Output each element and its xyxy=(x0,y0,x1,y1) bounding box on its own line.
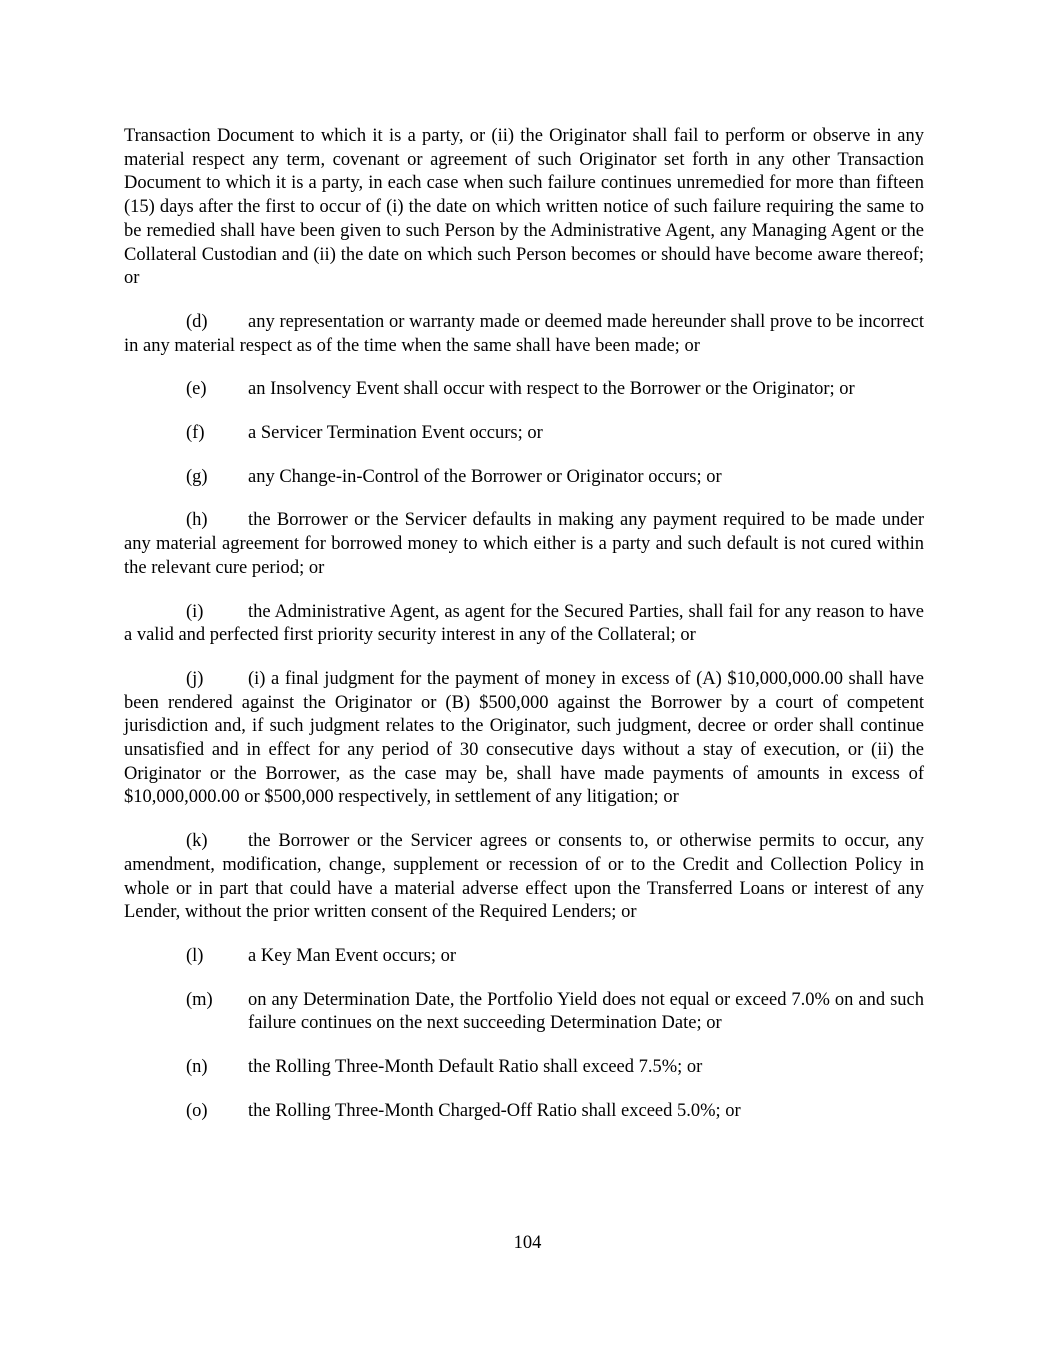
page-number: 104 xyxy=(513,1233,542,1253)
clause-n xyxy=(124,1056,924,1080)
clause-i xyxy=(124,601,924,648)
clause-h xyxy=(124,509,924,580)
clause-text: any Change-in-Control of the Borrower or Originator occurs; or xyxy=(248,466,722,487)
clause-text: a Servicer Termination Event occurs; or xyxy=(248,423,543,444)
clause-marker: (i) xyxy=(186,601,204,622)
clause-k xyxy=(124,830,924,925)
clause-marker: (f) xyxy=(186,423,205,444)
clause-text: an Insolvency Event shall occur with respect to the Borrower or the Originator; or xyxy=(248,379,855,400)
clause-marker: (o) xyxy=(186,1100,208,1121)
clause-e xyxy=(124,378,924,402)
clause-marker: (j) xyxy=(186,668,204,689)
clause-marker: (k) xyxy=(186,831,208,852)
clause-o xyxy=(124,1100,924,1124)
clause-m xyxy=(186,989,924,1036)
clause-text: the Rolling Three-Month Charged-Off Ratio shall exceed 5.0%; or xyxy=(248,1100,741,1121)
clause-marker: (e) xyxy=(186,379,207,400)
clause-text: a Key Man Event occurs; or xyxy=(248,945,457,966)
clause-f xyxy=(124,422,924,446)
clause-text: (i) a final judgment for the payment of money in excess of (A) $10,000,000.00 shall have been rendered against the Originator or (B) $500,000 against the Borrower by a court of competent jurisdiction and, if such judgment relates to the Originator, such judgment, decree or order shall continue unsatisfied and in effect for any period of 30 consecutive days without a stay of execution, or (ii) the Originator or the Borrower, as the case may be, shall have made payments of amounts in excess of $10,000,000.00 or $500,000 respectively, in settlement of any litigation; or xyxy=(124,668,924,808)
clause-text: on any Determination Date, the Portfolio Yield does not equal or exceed 7.0% on and such failure continues on the next succeeding Determination Date; or xyxy=(248,989,924,1034)
clause-marker: (m) xyxy=(186,989,213,1010)
clause-marker: (d) xyxy=(186,311,208,332)
clause-text: any representation or warranty made or deemed made hereunder shall prove to be incorrect in any material respect as of the time when the same shall have been made; or xyxy=(124,311,924,356)
clause-text: the Administrative Agent, as agent for the Secured Parties, shall fail for any reason to have a valid and perfected first priority security interest in any of the Collateral; or xyxy=(124,601,924,646)
clause-j xyxy=(124,668,924,810)
clause-text: the Rolling Three-Month Default Ratio shall exceed 7.5%; or xyxy=(248,1057,703,1078)
clause-marker: (l) xyxy=(186,945,204,966)
clause-marker: (h) xyxy=(186,510,208,531)
clause-text: the Borrower or the Servicer agrees or consents to, or otherwise permits to occur, any amendment, modification, change, supplement or recession of or to the Credit and Collection Policy in whole or in part that could have a material adverse effect upon the Transferred Loans or interest of any Lender, without the prior written consent of the Required Lenders; or xyxy=(124,831,924,923)
clause-marker: (g) xyxy=(186,466,208,487)
clause-text: the Borrower or the Servicer defaults in making any payment required to be made under any material agreement for borrowed money to which either is a party and such default is not cured within the relevant cure period; or xyxy=(124,510,924,578)
clause-g xyxy=(124,466,924,490)
clause-marker: (n) xyxy=(186,1057,208,1078)
clause-l xyxy=(124,945,924,969)
clause-d xyxy=(124,311,924,358)
continuation-paragraph: Transaction Document to which it is a party, or (ii) the Originator shall fail to perform or observe in any material respect any term, covenant or agreement of such Originator set forth in any other Transaction Document to which it is a party, in each case when such failure continues unremedied for more than fifteen (15) days after the first to occur of (i) the date on which written notice of such failure requiring the same to be remedied shall have been given to such Person by the Administrative Agent, any Managing Agent or the Collateral Custodian and (ii) the date on which such Person becomes or should have become aware thereof; or xyxy=(124,126,924,289)
document-body xyxy=(124,125,924,1144)
